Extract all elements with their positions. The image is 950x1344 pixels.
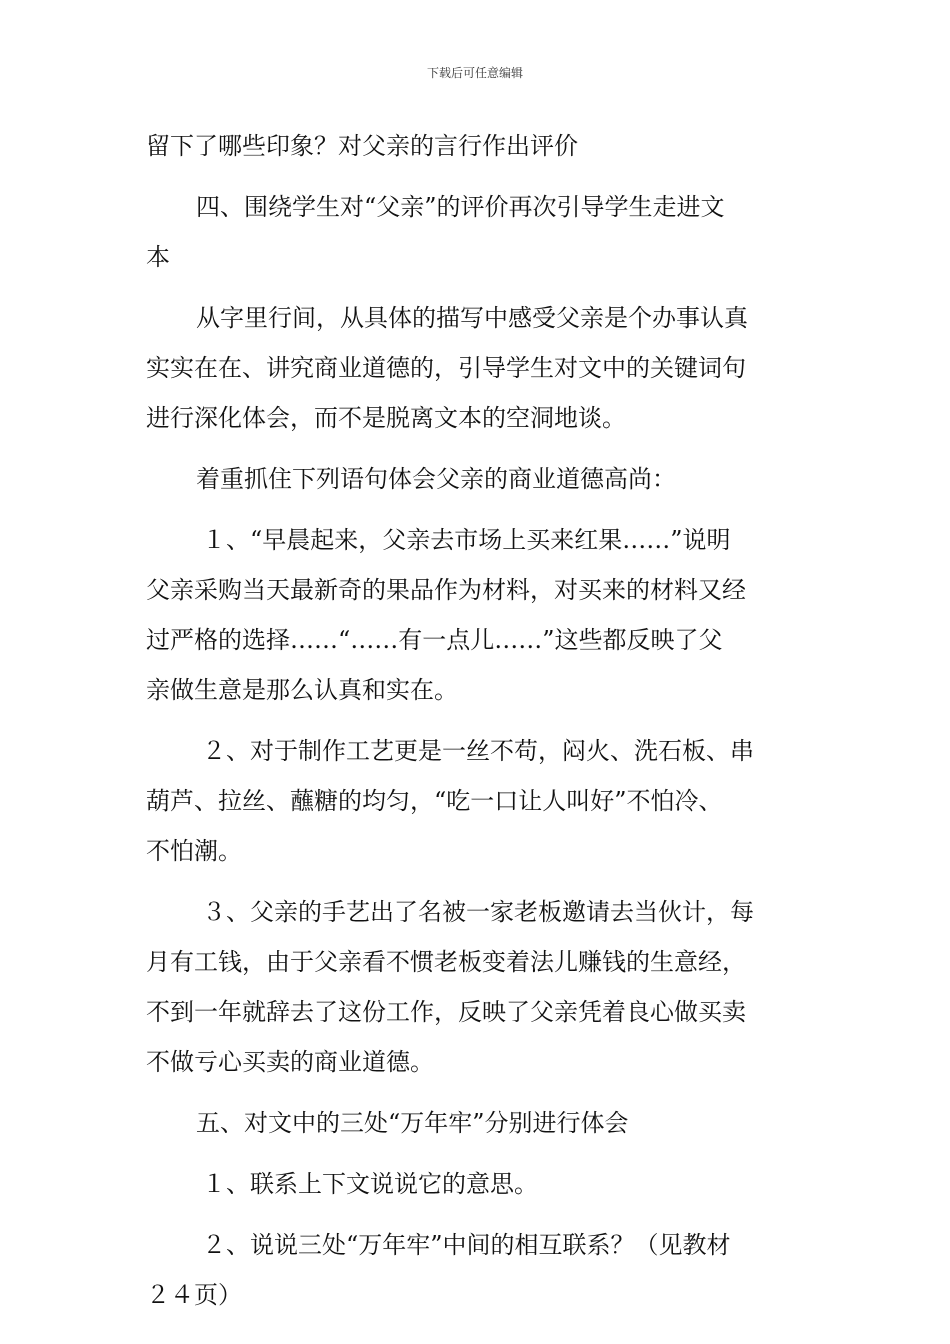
text-line: 着重抓住下列语句体会父亲的商业道德高尚： [196,465,676,493]
text-line: 进行深化体会，而不是脱离文本的空洞地谈。 [146,404,626,432]
text-line: ２、对于制作工艺更是一丝不苟，闷火、洗石板、串 [202,737,754,765]
paragraph-6 [146,726,808,876]
text-line: 父亲采购当天最新奇的果品作为材料，对买来的材料又经 [146,576,746,604]
text-line: 留下了哪些印象？对父亲的言行作出评价 [146,132,578,160]
paragraph-5 [146,515,808,715]
text-line: １、“早晨起来，父亲去市场上买来红果……”说明 [202,526,731,554]
text-line: 亲做生意是那么认真和实在。 [146,676,458,704]
paragraph-4 [146,454,808,504]
text-line: 葫芦、拉丝、蘸糖的均匀，“吃一口让人叫好”不怕冷、 [146,787,723,815]
paragraph-1 [146,121,808,171]
text-line: １、联系上下文说说它的意思。 [202,1170,538,1198]
text-line: ２、说说三处“万年牢”中间的相互联系？（见教材 [202,1231,731,1259]
text-line: 不怕潮。 [146,837,242,865]
document-body [146,121,808,1320]
text-line: 从字里行间，从具体的描写中感受父亲是个办事认真 [196,304,748,332]
text-line: 五、对文中的三处“万年牢”分别进行体会 [196,1109,629,1137]
paragraph-9 [146,1159,808,1209]
text-line: 本 [146,243,170,271]
text-line: 月有工钱，由于父亲看不惯老板变着法儿赚钱的生意经， [146,948,746,976]
text-line: 过严格的选择……“……有一点儿……”这些都反映了父 [146,626,723,654]
paragraph-10 [146,1220,808,1320]
text-line: 不到一年就辞去了这份工作，反映了父亲凭着良心做买卖 [146,998,746,1026]
text-line: ２４页） [146,1281,242,1309]
text-line: 不做亏心买卖的商业道德。 [146,1048,434,1076]
text-line: 实实在在、讲究商业道德的，引导学生对文中的关键词句 [146,354,746,382]
paragraph-3 [146,293,808,443]
text-line: 四、围绕学生对“父亲”的评价再次引导学生走进文 [196,193,725,221]
text-line: ３、父亲的手艺出了名被一家老板邀请去当伙计，每 [202,898,754,926]
page-header: 下载后可任意编辑 [426,66,523,80]
paragraph-8 [146,1098,808,1148]
paragraph-7 [146,887,808,1087]
paragraph-2 [146,182,808,282]
